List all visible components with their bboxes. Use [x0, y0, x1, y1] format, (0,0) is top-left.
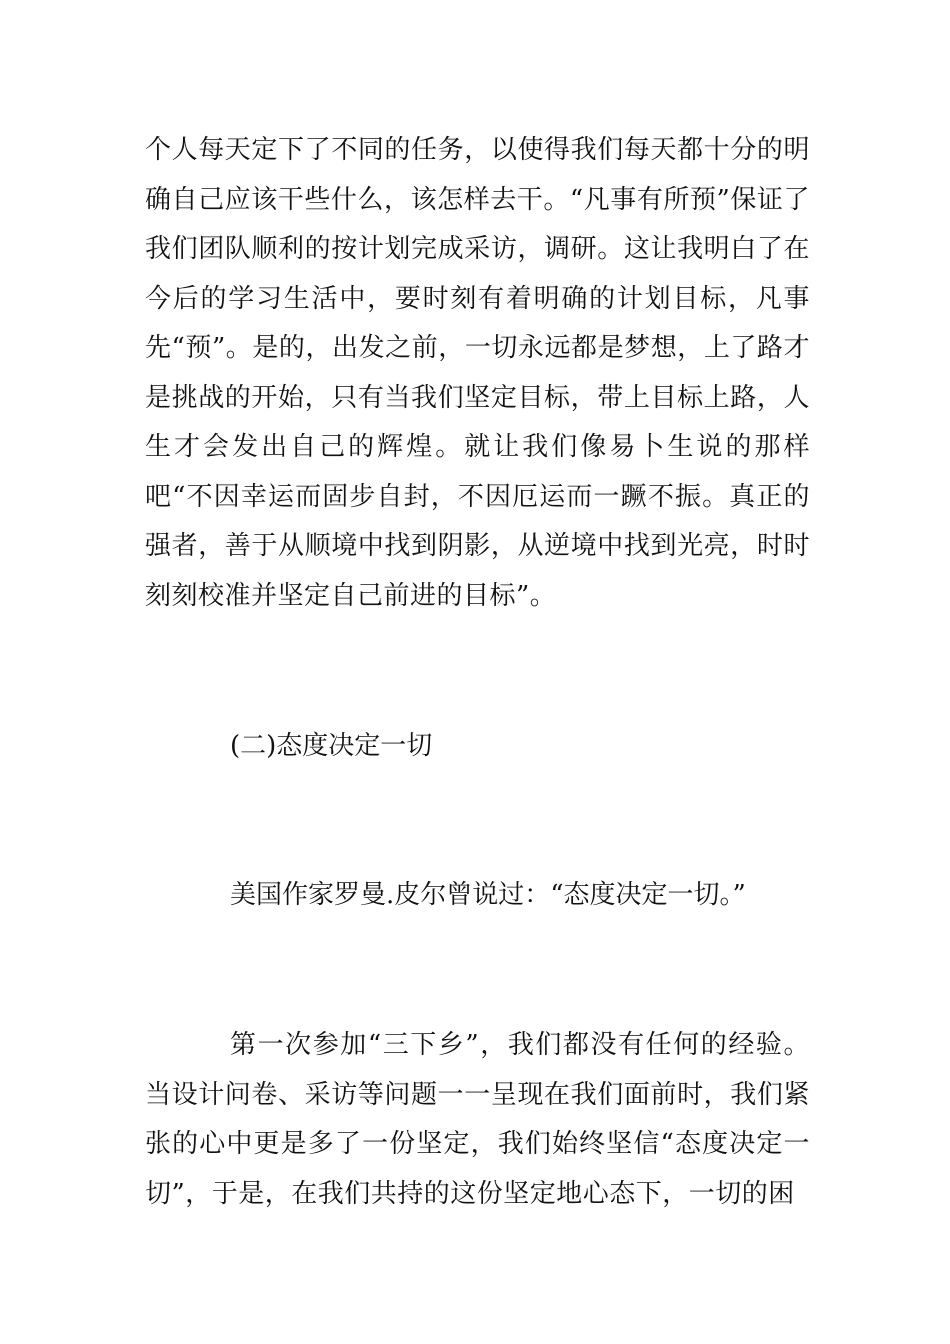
body-paragraph-1: 个人每天定下了不同的任务，以使得我们每天都十分的明确自己应该干些什么，该怎样去干。“凡事有所预”保证了我们团队顺利的按计划完成采访，调研。这让我明白了在今后的学习生活中，要时刻有着明确的计划目标，凡事先“预”。是的，出发之前，一切永远都是梦想，上了路才是挑战的开始，只有当我们坚定目标，带上目标上路，人生才会发出自己的辉煌。就让我们像易卜生说的那样吧“不因幸运而固步自封，不因厄运而一蹶不振。真正的强者，善于从顺境中找到阴影，从逆境中找到光亮，时时刻刻校准并坚定自己前进的目标”。: [145, 135, 810, 611]
body-paragraph-2: 美国作家罗曼.皮尔曾说过：“态度决定一切。”: [230, 880, 746, 910]
body-paragraph-3: 第一次参加“三下乡”，我们都没有任何的经验。当设计问卷、采访等问题一一呈现在我们面前时，我们紧张的心中更是多了一份坚定，我们始终坚信“态度决定一切”，于是，在我们共持的这份坚定地心态下，一切的困: [145, 1030, 810, 1209]
section-heading: (二)态度决定一切: [230, 731, 433, 761]
